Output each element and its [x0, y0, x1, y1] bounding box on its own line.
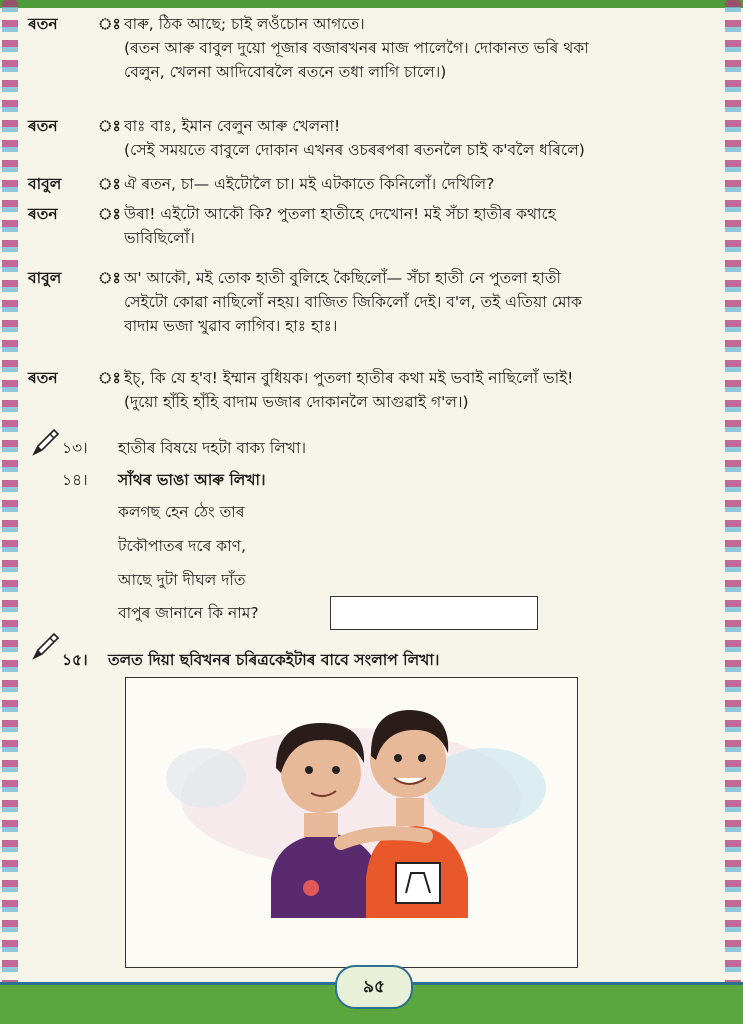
riddle-line: টকৌপাতৰ দৰে কাণ,	[118, 537, 246, 555]
dialogue-block-3	[28, 172, 718, 198]
colon: ঃ	[98, 369, 121, 387]
q14-text: সাঁথৰ ভাঙা আৰু লিখা।	[118, 471, 266, 489]
two-boys-illustration	[125, 677, 578, 968]
pencil-icon	[30, 630, 62, 662]
riddle-line: আছে দুটা দীঘল দাঁত	[118, 571, 246, 589]
riddle-line: কলগছ হেন ঠেং তাৰ	[118, 503, 245, 521]
speaker: ৰতন	[28, 15, 58, 33]
q15-text: তলত দিয়া ছবিখনৰ চৰিত্ৰকেইটাৰ বাবে সংলাপ লিখা।	[108, 651, 440, 669]
q14-number: ১৪।	[62, 471, 88, 489]
dialogue-line: ঐ ৰতন, চা— এইটোলৈ চা। মই এটকাতে কিনিলোঁ। দেখিলি?	[124, 175, 495, 193]
speaker: বাবুল	[28, 175, 62, 193]
speaker: ৰতন	[28, 369, 58, 387]
left-decorative-border	[2, 0, 18, 990]
dialogue-line: ইচ্, কি যে হ'ব! ইম্মান বুধিয়ক। পুতলা হাতীৰ কথা মই ভবাই নাছিলোঁ ভাই!	[124, 369, 574, 387]
dialogue-block-4	[28, 202, 718, 254]
dialogue-line: ভাবিছিলোঁ।	[124, 229, 195, 247]
dialogue-line: (সেই সময়তে বাবুলে দোকান এখনৰ ওচৰৰপৰা ৰতনলৈ চাই ক'বলৈ ধৰিলে)	[124, 141, 585, 159]
dialogue-line: বাঃ বাঃ, ইমান বেলুন আৰু খেলনা!	[124, 117, 341, 135]
q15-number: ১৫।	[62, 651, 88, 669]
colon: ঃ	[98, 117, 121, 135]
dialogue-line: বাৰু, ঠিক আছে; চাই লওঁচোন আগতে।	[124, 15, 365, 33]
dialogue-line: সেইটো কোৱা নাছিলোঁ নহয়। বাজিত জিকিলোঁ দেই। ব'ল, তই এতিয়া মোক	[124, 293, 582, 311]
dialogue-block-2	[28, 114, 718, 166]
q13-text: হাতীৰ বিষয়ে দহটা বাক্য লিখা।	[118, 439, 306, 457]
dialogue-line: বাদাম ভজা খুৱাব লাগিব। হাঃ হাঃ।	[124, 317, 338, 335]
dialogue-block-6	[28, 366, 718, 418]
colon: ঃ	[98, 175, 121, 193]
right-decorative-border	[725, 0, 741, 990]
illustration-svg	[126, 678, 577, 967]
dialogue-line: বেলুন, খেলনা আদিবোৰলৈ ৰতনে তধা লাগি চালে।)	[124, 63, 447, 81]
colon: ঃ	[98, 205, 121, 223]
top-green-bar	[0, 0, 743, 8]
dialogue-line: (ৰতন আৰু বাবুল দুয়ো পূজাৰ বজাৰখনৰ মাজ পালেগৈ। দোকানত ভৰি থকা	[124, 39, 589, 57]
dialogue-line: উৰা! এইটো আকৌ কি? পুতলা হাতীহে দেখোন! মই সঁচা হাতীৰ কথাহে	[124, 205, 556, 223]
pencil-icon	[30, 426, 62, 458]
riddle-answer-box[interactable]	[330, 596, 538, 630]
q13-number: ১৩।	[62, 439, 88, 457]
dialogue-line: (দুয়ো হাঁহি হাঁহি বাদাম ভজাৰ দোকানলৈ আগুৱাই গ'ল।)	[124, 393, 469, 411]
dialogue-block-5	[28, 266, 718, 344]
speaker: ৰতন	[28, 117, 58, 135]
dialogue-line: অ' আকৌ, মই তোক হাতী বুলিহে কৈছিলোঁ— সঁচা হাতী নে পুতলা হাতী	[124, 269, 561, 287]
riddle-line: বাপুৰ জানানে কি নাম?	[118, 604, 259, 622]
colon: ঃ	[98, 15, 121, 33]
page-number: ৯৫	[335, 965, 413, 1009]
speaker: ৰতন	[28, 205, 58, 223]
dialogue-block-1	[28, 12, 718, 92]
speaker: বাবুল	[28, 269, 62, 287]
colon: ঃ	[98, 269, 121, 287]
